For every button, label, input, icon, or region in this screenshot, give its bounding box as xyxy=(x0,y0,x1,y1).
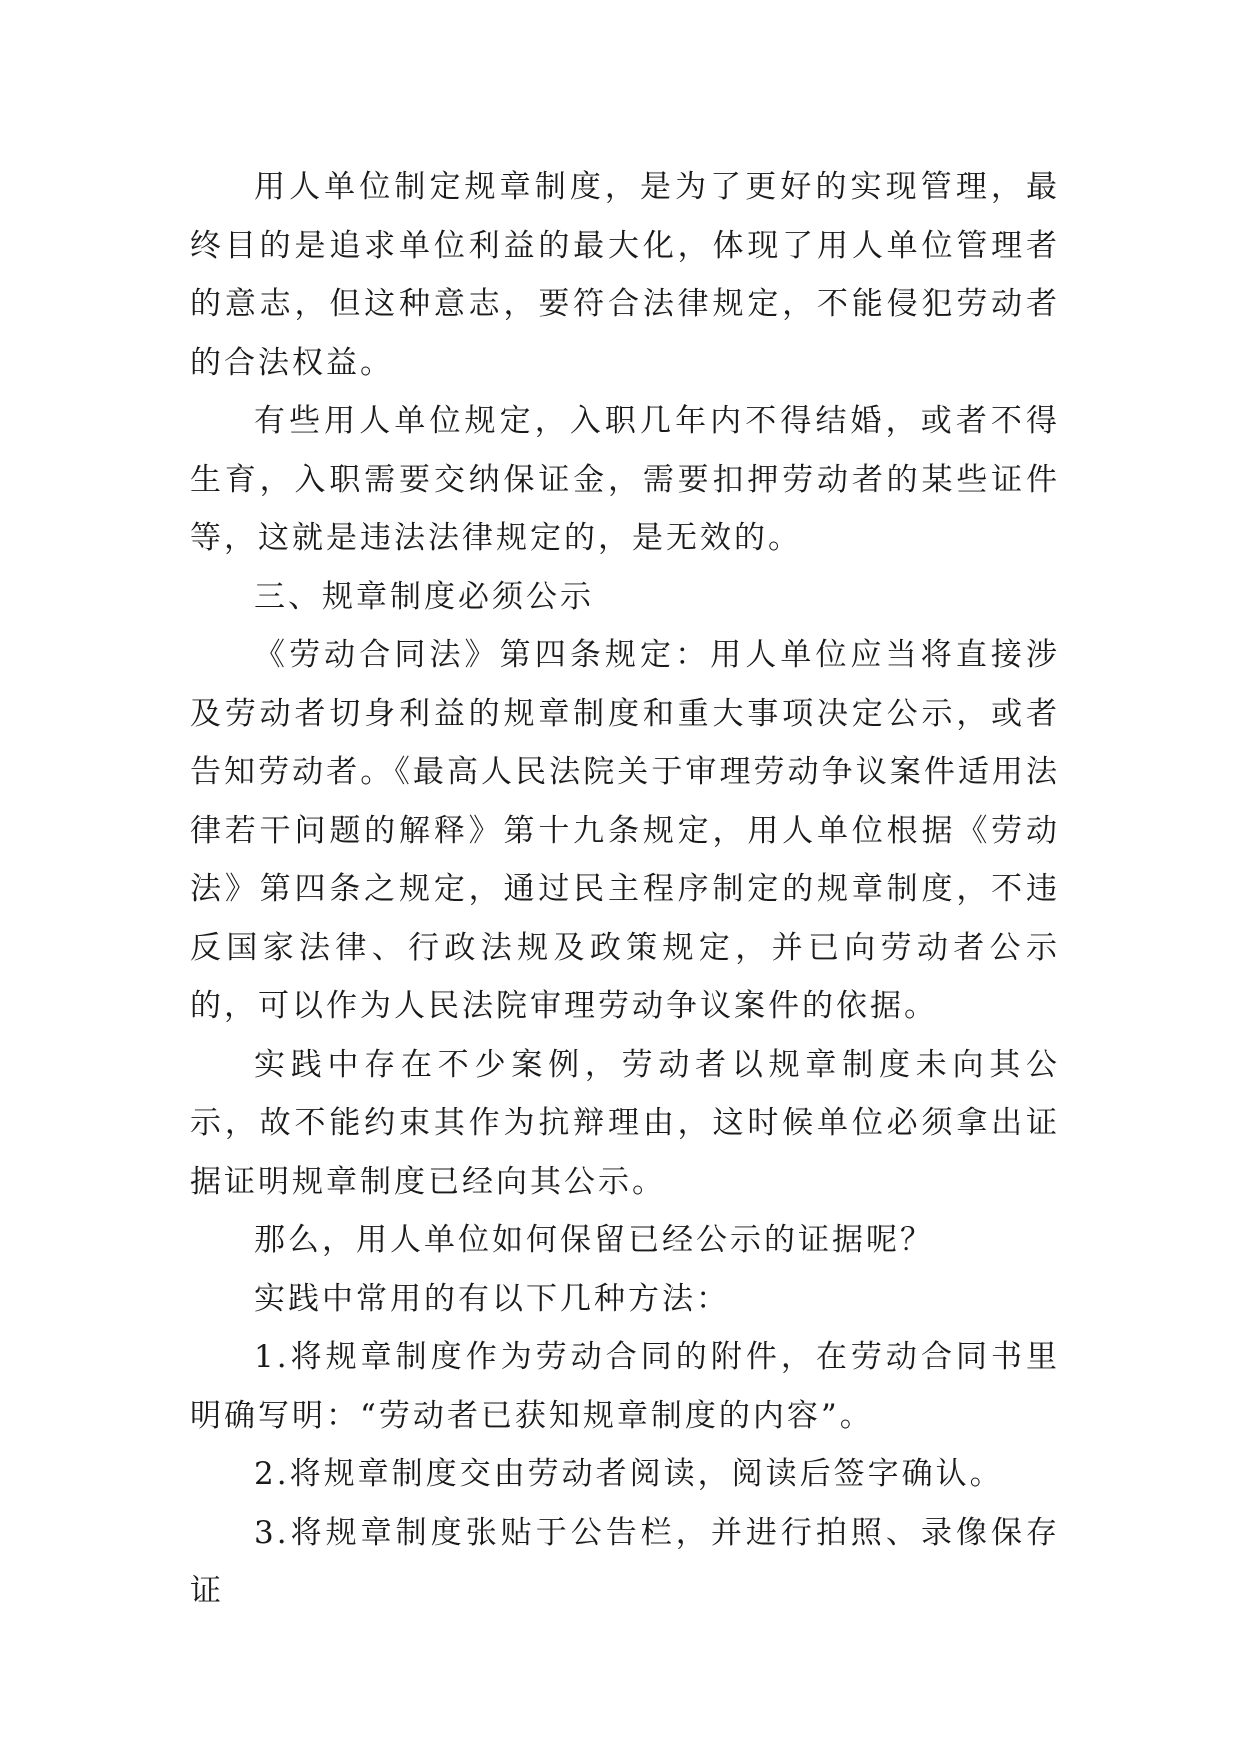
paragraph-question: 那么，用人单位如何保留已经公示的证据呢？ xyxy=(254,1222,934,1258)
paragraph-practice-cases: 实践中存在不少案例，劳动者以规章制度未向其公示，故不能约束其作为抗辩理由，这时候单位必须拿出证据证明规章制度已经向其公示。 xyxy=(190,1046,1060,1200)
section-heading-publicity: 三、规章制度必须公示 xyxy=(254,578,594,615)
document-body xyxy=(190,158,1060,1621)
list-item-method-1: 1.将规章制度作为劳动合同的附件，在劳动合同书里明确写明：“劳动者已获知规章制度的内容”。 xyxy=(190,1339,1060,1434)
paragraph-methods-intro: 实践中常用的有以下几种方法： xyxy=(254,1280,730,1317)
paragraph-invalid-rules: 有些用人单位规定，入职几年内不得结婚，或者不得生育，入职需要交纳保证金，需要扣押劳动者的某些证件等，这就是违法法律规定的，是无效的。 xyxy=(190,403,1060,556)
paragraph-legal-basis: 《劳动合同法》第四条规定：用人单位应当将直接涉及劳动者切身利益的规章制度和重大事项决定公示，或者告知劳动者。《最高人民法院关于审理劳动争议案件适用法律若干问题的解释》第十九条规定，用人单位根据《劳动法》第四条之规定，通过民主程序制定的规章制度，不违反国家法律、行政法规及政策规定，并已向劳动者公示的，可以作为人民法院审理劳动争议案件的依据。 xyxy=(190,637,1060,1024)
paragraph-purpose: 用人单位制定规章制度，是为了更好的实现管理，最终目的是追求单位利益的最大化，体现了用人单位管理者的意志，但这种意志，要符合法律规定，不能侵犯劳动者的合法权益。 xyxy=(190,169,1060,381)
list-item-method-3: 3.将规章制度张贴于公告栏，并进行拍照、录像保存证 xyxy=(190,1514,1060,1609)
list-item-method-2: 2.将规章制度交由劳动者阅读，阅读后签字确认。 xyxy=(254,1456,1004,1492)
